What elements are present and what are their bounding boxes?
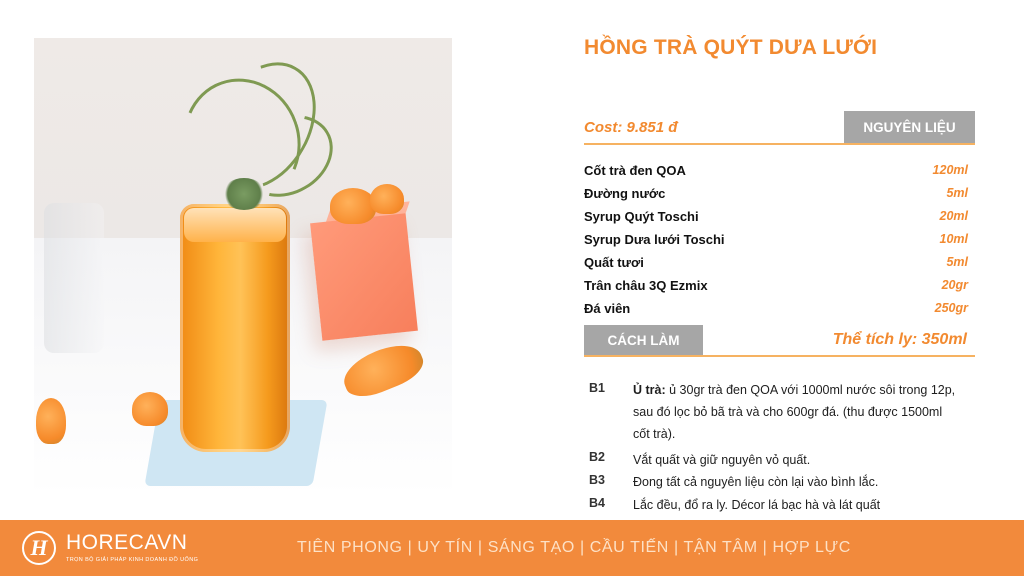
kumquat bbox=[132, 392, 168, 426]
herb-garnish bbox=[222, 178, 266, 210]
ingredient-qty: 20gr bbox=[941, 278, 968, 292]
ingredients-tag: NGUYÊN LIỆU bbox=[844, 111, 975, 143]
ingredient-qty: 250gr bbox=[934, 301, 968, 315]
footer-bar bbox=[0, 520, 1024, 576]
step-number: B2 bbox=[589, 450, 605, 464]
brand-name: HORECAVN bbox=[66, 531, 188, 554]
cup-volume: Thể tích ly: 350ml bbox=[832, 331, 967, 348]
step-text: Vắt quất và giữ nguyên vỏ quất. bbox=[633, 453, 811, 467]
ingredient-qty: 120ml bbox=[932, 163, 968, 177]
step-line: cốt trà). bbox=[633, 427, 676, 441]
ingredient-row bbox=[584, 161, 968, 179]
melon-piece bbox=[330, 188, 376, 224]
ingredient-name: Syrup Quýt Toschi bbox=[584, 208, 699, 224]
ingredient-row bbox=[584, 207, 968, 225]
kumquat bbox=[36, 398, 66, 444]
drink-foam bbox=[184, 208, 286, 242]
footer-slogan: TIÊN PHONG | UY TÍN | SÁNG TẠO | CẦU TIẾN | TẬN TÂM | HỢP LỰC bbox=[297, 539, 851, 556]
ingredient-name: Trân châu 3Q Ezmix bbox=[584, 277, 708, 293]
step-bold: Ủ trà: bbox=[633, 383, 666, 397]
ingredient-name: Đường nước bbox=[584, 185, 666, 201]
brand-tagline: TRỌN BỘ GIẢI PHÁP KINH DOANH ĐỒ UỐNG bbox=[66, 557, 199, 563]
divider bbox=[584, 143, 975, 145]
ingredient-row bbox=[584, 230, 968, 248]
divider bbox=[584, 355, 975, 357]
ingredient-name: Đá viên bbox=[584, 300, 631, 316]
step-text: Đong tất cả nguyên liệu còn lại vào bình lắc. bbox=[633, 475, 879, 489]
step-text bbox=[633, 379, 978, 445]
ingredient-row bbox=[584, 276, 968, 294]
ingredient-row bbox=[584, 299, 968, 317]
step-text: Lắc đều, đổ ra ly. Décor lá bạc hà và lát quất bbox=[633, 498, 881, 512]
cost-label: Cost: 9.851 đ bbox=[584, 119, 678, 136]
brand-logo-icon: H bbox=[22, 531, 56, 565]
ingredient-qty: 5ml bbox=[946, 255, 968, 269]
melon-piece bbox=[370, 184, 404, 214]
recipe-title: HỒNG TRÀ QUÝT DƯA LƯỚI bbox=[584, 36, 878, 59]
ingredient-name: Syrup Dưa lưới Toschi bbox=[584, 231, 725, 247]
ingredient-row bbox=[584, 184, 968, 202]
step-number: B3 bbox=[589, 473, 605, 487]
ingredient-qty: 10ml bbox=[939, 232, 968, 246]
background-glass bbox=[44, 203, 104, 353]
step-line-text: ủ 30gr trà đen QOA với 1000ml nước sôi trong 12p, bbox=[665, 383, 956, 397]
ingredient-row bbox=[584, 253, 968, 271]
step-line: sau đó lọc bỏ bã trà và cho 600gr đá. (thu được 1500ml bbox=[633, 405, 943, 419]
ingredient-name: Quất tươi bbox=[584, 254, 644, 270]
drink-photo bbox=[34, 38, 452, 489]
method-tag: CÁCH LÀM bbox=[584, 325, 703, 356]
orange-cube bbox=[310, 213, 418, 340]
ingredient-qty: 5ml bbox=[946, 186, 968, 200]
ingredient-name: Cốt trà đen QOA bbox=[584, 162, 686, 178]
step-number: B4 bbox=[589, 496, 605, 510]
step-line bbox=[633, 379, 978, 401]
step-number: B1 bbox=[589, 381, 605, 395]
ingredient-qty: 20ml bbox=[939, 209, 968, 223]
